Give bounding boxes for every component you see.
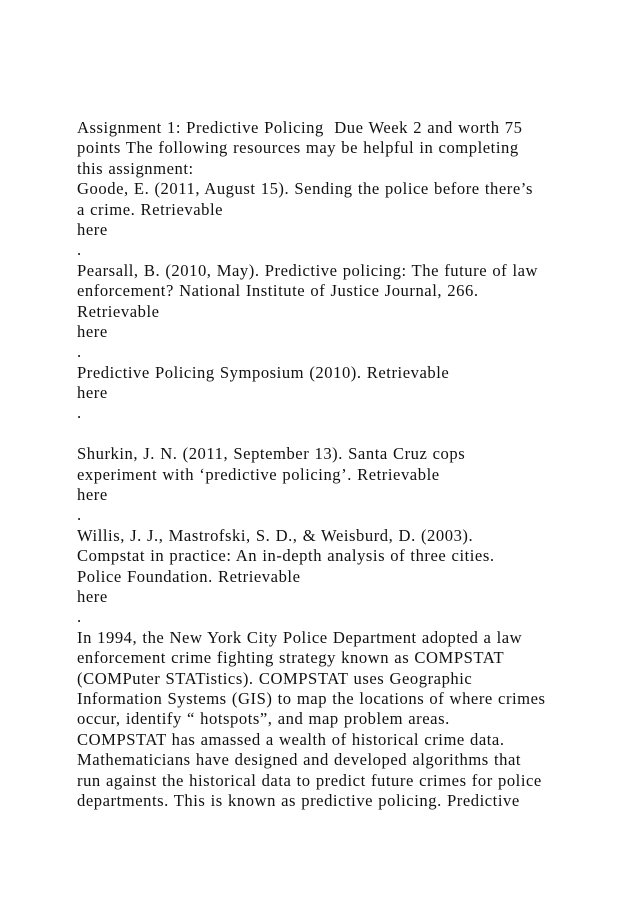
text-line: . xyxy=(77,607,82,627)
text-line: . xyxy=(77,505,82,525)
text-line: enforcement? National Institute of Justice Journal, 266. xyxy=(77,281,479,301)
reference-symposium: Predictive Policing Symposium (2010). Retrievable xyxy=(77,362,450,382)
body-paragraph-line: (COMPuter STATistics). COMPSTAT uses Geographic xyxy=(77,668,473,688)
text-line: . xyxy=(77,342,82,362)
text-line: a crime. Retrievable xyxy=(77,199,224,219)
body-paragraph-line: enforcement crime fighting strategy known as COMPSTAT xyxy=(77,648,505,668)
here-link-willis[interactable]: here xyxy=(77,586,108,606)
text-line: Compstat in practice: An in-depth analysis of three cities. xyxy=(77,546,495,566)
text-line: Retrievable xyxy=(77,301,160,321)
text-line: Police Foundation. Retrievable xyxy=(77,566,301,586)
reference-willis: Willis, J. J., Mastrofski, S. D., & Weisburd, D. (2003). xyxy=(77,525,474,545)
text-line: . xyxy=(77,403,82,423)
reference-shurkin: Shurkin, J. N. (2011, September 13). Santa Cruz cops xyxy=(77,444,466,464)
blank-line xyxy=(77,424,617,444)
body-paragraph-line: Information Systems (GIS) to map the locations of where crimes xyxy=(77,688,546,708)
reference-goode: Goode, E. (2011, August 15). Sending the police before there’s xyxy=(77,179,533,199)
body-paragraph-line: occur, identify “ hotspots”, and map problem areas. xyxy=(77,709,450,729)
document-body xyxy=(77,118,617,811)
assignment-title-line: Assignment 1: Predictive Policing Due Week 2 and worth 75 xyxy=(77,118,523,137)
here-link-goode[interactable]: here xyxy=(77,219,108,239)
body-paragraph-line: departments. This is known as predictive policing. Predictive xyxy=(77,790,520,810)
here-link-pearsall[interactable]: here xyxy=(77,321,108,341)
text-line: points The following resources may be helpful in completing xyxy=(77,138,519,158)
body-paragraph-line: In 1994, the New York City Police Department adopted a law xyxy=(77,627,523,647)
body-paragraph-line: run against the historical data to predict future crimes for police xyxy=(77,770,542,790)
body-paragraph-line: COMPSTAT has amassed a wealth of historical crime data. xyxy=(77,729,505,749)
text-line: . xyxy=(77,240,82,260)
here-link-symposium[interactable]: here xyxy=(77,383,108,403)
reference-pearsall: Pearsall, B. (2010, May). Predictive policing: The future of law xyxy=(77,260,539,280)
body-paragraph-line: Mathematicians have designed and developed algorithms that xyxy=(77,750,522,770)
here-link-shurkin[interactable]: here xyxy=(77,485,108,505)
text-line: experiment with ‘predictive policing’. Retrievable xyxy=(77,464,440,484)
text-line: this assignment: xyxy=(77,158,194,178)
